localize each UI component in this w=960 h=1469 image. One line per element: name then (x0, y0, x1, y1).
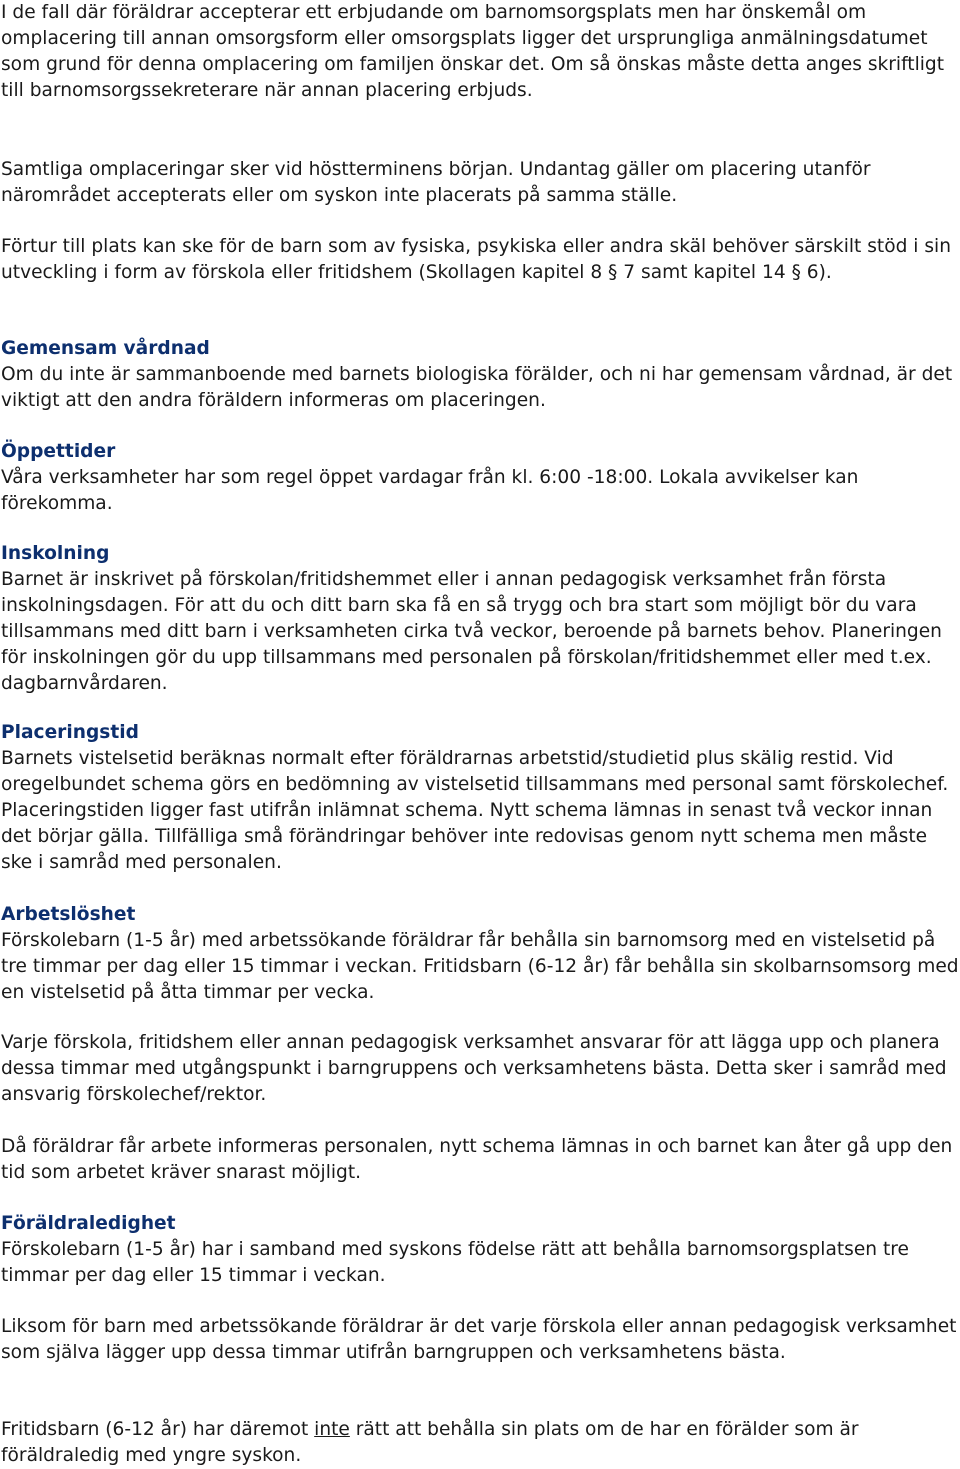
placeringstid-section (1, 720, 960, 876)
foraldraledighet-p3-before: Fritidsbarn (6-12 år) har däremot (1, 1419, 315, 1440)
underlined-inte: inte (314, 1419, 350, 1440)
foraldraledighet-section (1, 1211, 960, 1289)
foraldraledighet-text: Förskolebarn (1-5 år) har i samband med syskons födelse rätt att behålla barnomsorgsplatsen tre timmar per dag eller 15 timmar i veckan. (1, 1239, 909, 1286)
inskolning-heading: Inskolning (1, 543, 110, 564)
foraldraledighet-paragraph-2: Liksom för barn med arbetssökande föräldrar är det varje förskola eller annan pedagogisk verksamhet som själva lägger upp dessa timmar utifrån barngruppen och verksamhetens bästa. (1, 1316, 957, 1363)
arbetsloshet-section-2 (1, 1030, 960, 1108)
foraldraledighet-section-3 (1, 1417, 960, 1469)
intro-section-3 (1, 234, 960, 286)
arbetsloshet-section (1, 902, 960, 1006)
placeringstid-text: Barnets vistelsetid beräknas normalt efter föräldrarnas arbetstid/studietid plus skälig restid. Vid oregelbundet schema görs en bedömning av vistelsetid tillsammans med personal samt förskolechef. Placeringstiden ligger fast utifrån inlämnat schema. Nytt schema lämnas in senast två veckor innan det börjar gälla. Tillfälliga små förändringar behöver inte redovisas genom nytt schema men måste ske i samråd med personalen. (1, 748, 949, 873)
inskolning-section (1, 541, 960, 697)
foraldraledighet-p3-after: rätt att behålla sin plats om de har en förälder som är föräldraledig med yngre syskon. (1, 1419, 859, 1466)
arbetsloshet-text: Förskolebarn (1-5 år) med arbetssökande föräldrar får behålla sin barnomsorg med en vistelsetid på tre timmar per dag eller 15 timmar i veckan. Fritidsbarn (6-12 år) får behålla sin skolbarnsomsorg med en vistelsetid på åtta timmar per vecka. (1, 930, 959, 1003)
arbetsloshet-paragraph-2: Varje förskola, fritidshem eller annan pedagogisk verksamhet ansvarar för att lägga upp och planera dessa timmar med utgångspunkt i barngruppens och verksamhetens bästa. Detta sker i samråd med ansvarig förskolechef/rektor. (1, 1032, 947, 1105)
arbetsloshet-section-3 (1, 1134, 960, 1186)
foraldraledighet-section-2 (1, 1314, 960, 1366)
oppettider-text: Våra verksamheter har som regel öppet vardagar från kl. 6:00 -18:00. Lokala avvikelser kan förekomma. (1, 467, 859, 514)
intro-section (1, 0, 960, 104)
oppettider-heading: Öppettider (1, 441, 116, 462)
intro-paragraph-3: Förtur till plats kan ske för de barn som av fysiska, psykiska eller andra skäl behöver särskilt stöd i sin utveckling i form av förskola eller fritidshem (Skollagen kapitel 8 § 7 samt kapitel 14 § 6). (1, 236, 952, 283)
intro-paragraph-2: Samtliga omplaceringar sker vid höstterminens början. Undantag gäller om placering utanför närområdet accepterats eller om syskon inte placerats på samma ställe. (1, 159, 871, 206)
inskolning-text: Barnet är inskrivet på förskolan/fritidshemmet eller i annan pedagogisk verksamhet från första inskolningsdagen. För att du och ditt barn ska få en så trygg och bra start som möjligt bör du vara tillsammans med ditt barn i verksamheten cirka två veckor, beroende på barnets behov. Planeringen för inskolningen gör du upp tillsammans med personalen på förskolan/fritidshemmet eller med t.ex. dagbarnvårdaren. (1, 569, 942, 694)
gemensam-text: Om du inte är sammanboende med barnets biologiska förälder, och ni har gemensam vårdnad, är det viktigt att den andra föräldern informeras om placeringen. (1, 364, 953, 411)
foraldraledighet-heading: Föräldraledighet (1, 1213, 176, 1234)
oppettider-section (1, 439, 960, 517)
arbetsloshet-paragraph-3: Då föräldrar får arbete informeras personalen, nytt schema lämnas in och barnet kan åter gå upp den tid som arbetet kräver snarast möjligt. (1, 1136, 953, 1183)
gemensam-section (1, 336, 960, 414)
arbetsloshet-heading: Arbetslöshet (1, 904, 136, 925)
intro-section-2 (1, 157, 960, 209)
placeringstid-heading: Placeringstid (1, 722, 139, 743)
intro-paragraph-1: I de fall där föräldrar accepterar ett erbjudande om barnomsorgsplats men har önskemål om omplacering till annan omsorgsform eller omsorgsplats ligger det ursprungliga anmälningsdatumet som grund för denna omplacering om familjen önskar det. Om så önskas måste detta anges skriftligt till barnomsorgssekreterare när annan placering erbjuds. (1, 2, 945, 101)
gemensam-heading: Gemensam vårdnad (1, 338, 210, 359)
foraldraledighet-paragraph-3 (1, 1417, 960, 1469)
